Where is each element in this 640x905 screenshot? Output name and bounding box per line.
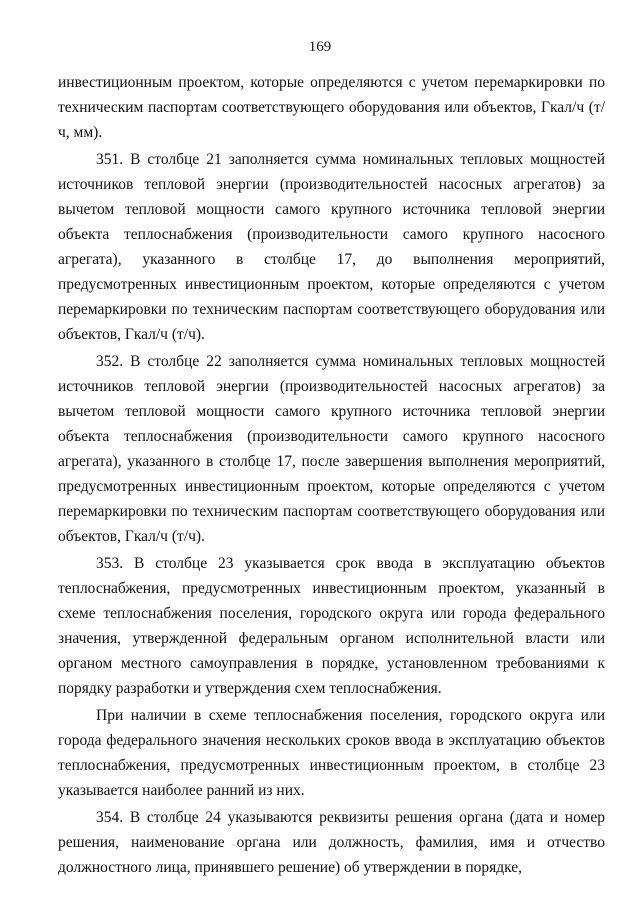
- paragraph-354: 354. В столбце 24 указываются реквизиты решения органа (дата и номер решения, наименование органа или должность, фамилия, имя и отчество должностного лица, принявшего решение) об утверждении в порядке,: [58, 809, 605, 876]
- body-text: [58, 70, 605, 882]
- paragraph-continuation: инвестиционным проектом, которые определяются с учетом перемаркировки по техническим паспортам соответствующего оборудования или объектов, Гкал/ч (т/ч, мм).: [58, 74, 605, 141]
- paragraph-352: 352. В столбце 22 заполняется сумма номинальных тепловых мощностей источников тепловой энергии (производительностей насосных агрегатов) за вычетом тепловой мощности самого крупного источника тепловой энергии объекта теплоснабжения (производительности самого крупного насосного агрегата), указанного в столбце 17, после завершения выполнения мероприятий, предусмотренных инвестиционным проектом, которые определяются с учетом перемаркировки по техническим паспортам соответствующего оборудования или объектов, Гкал/ч (т/ч).: [58, 353, 605, 545]
- paragraph-353: 353. В столбце 23 указывается срок ввода в эксплуатацию объектов теплоснабжения, предусмотренных инвестиционным проектом, указанный в схеме теплоснабжения поселения, городского округа или города федерального значения, утвержденной федеральным органом исполнительной власти или органом местного самоуправления в порядке, установленном требованиями к порядку разработки и утверждения схем теплоснабжения.: [58, 555, 605, 697]
- paragraph-353-note: При наличии в схеме теплоснабжения поселения, городского округа или города федерального значения нескольких сроков ввода в эксплуатацию объектов теплоснабжения, предусмотренных инвестиционным проектом, в столбце 23 указывается наиболее ранний из них.: [58, 707, 605, 799]
- paragraph-351: 351. В столбце 21 заполняется сумма номинальных тепловых мощностей источников тепловой энергии (производительностей насосных агрегатов) за вычетом тепловой мощности самого крупного источника тепловой энергии объекта теплоснабжения (производительности самого крупного насосного агрегата), указанного в столбце 17, до выполнения мероприятий, предусмотренных инвестиционным проектом, которые определяются с учетом перемаркировки по техническим паспортам соответствующего оборудования или объектов, Гкал/ч (т/ч).: [58, 151, 605, 343]
- page-number: 169: [308, 39, 332, 55]
